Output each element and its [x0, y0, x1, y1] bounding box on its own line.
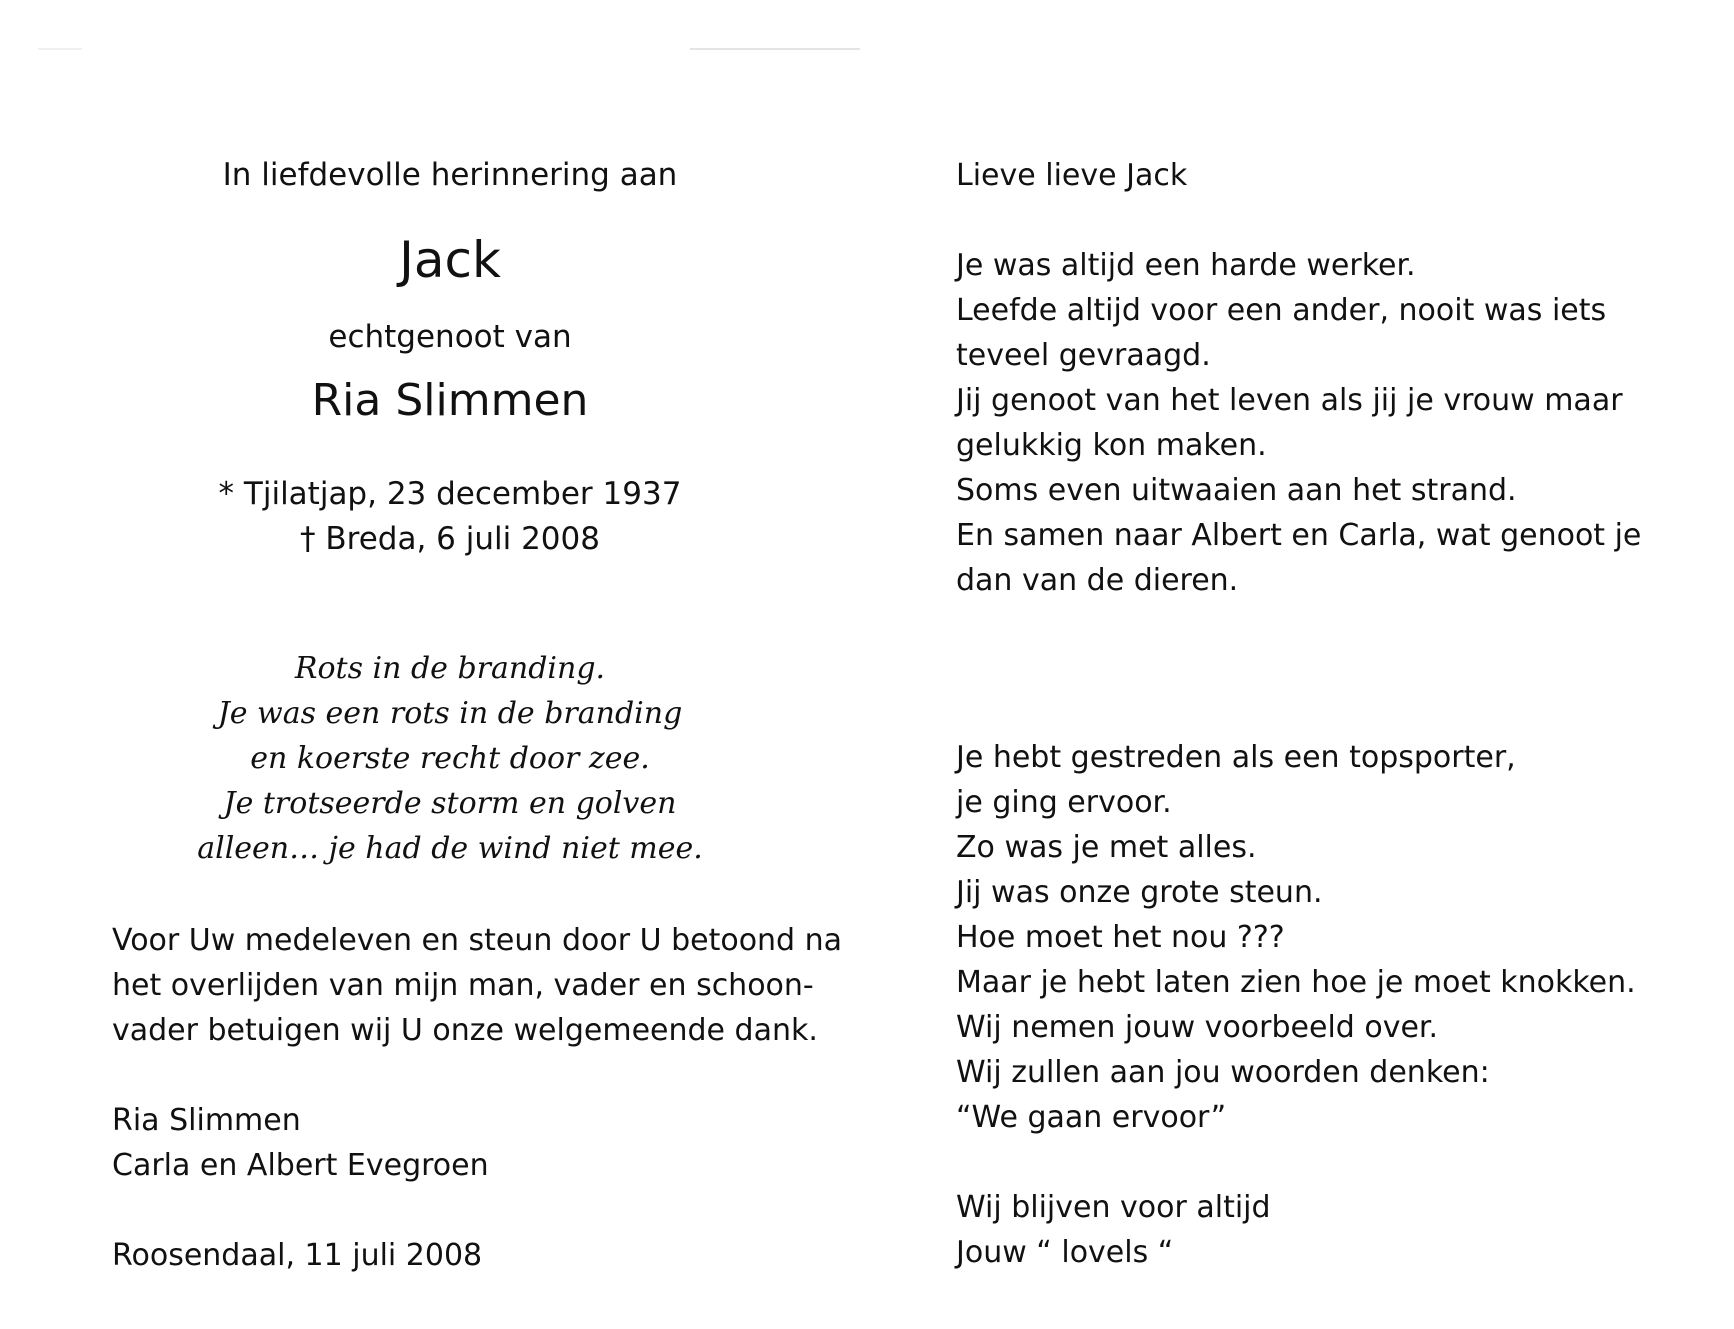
right-panel — [956, 0, 1656, 1329]
poem — [0, 646, 900, 871]
spouse-label: echtgenoot van — [328, 319, 572, 355]
poem-line: Rots in de branding. — [294, 651, 606, 686]
tribute-line: Je hebt gestreden als een topsporter, — [956, 740, 1516, 775]
intro-text: In liefdevolle herinnering aan — [222, 157, 678, 193]
life-dates — [0, 472, 900, 562]
signer: Carla en Albert Evegroen — [112, 1148, 489, 1183]
tribute-line: Wij blijven voor altijd — [956, 1190, 1271, 1225]
death-date: † Breda, 6 juli 2008 — [300, 521, 600, 557]
signers — [112, 1098, 489, 1188]
tribute-line: Je was altijd een harde werker. — [956, 248, 1416, 283]
signer: Ria Slimmen — [112, 1103, 301, 1138]
poem-line: Je trotseerde storm en golven — [223, 786, 677, 821]
tribute-line: Hoe moet het nou ??? — [956, 920, 1285, 955]
birth-date: * Tjilatjap, 23 december 1937 — [218, 476, 682, 512]
tribute-line: dan van de dieren. — [956, 563, 1239, 598]
tribute-line: Jouw “ lovels “ — [956, 1235, 1174, 1270]
tribute-line: “We gaan ervoor” — [956, 1100, 1227, 1135]
tribute-line: En samen naar Albert en Carla, wat genoot je — [956, 518, 1642, 553]
tribute-paragraph-1 — [956, 243, 1641, 603]
tribute-line: Jij genoot van het leven als jij je vrouw maar — [956, 383, 1623, 418]
tribute-line: Wij zullen aan jou woorden denken: — [956, 1055, 1490, 1090]
tribute-line: Wij nemen jouw voorbeeld over. — [956, 1010, 1439, 1045]
tribute-line: je ging ervoor. — [956, 785, 1172, 820]
tribute-paragraph-3 — [956, 1185, 1271, 1275]
poem-line: en koerste recht door zee. — [250, 741, 650, 776]
spouse-name: Ria Slimmen — [311, 375, 589, 426]
tribute-paragraph-2 — [956, 735, 1636, 1140]
tribute-line: Jij was onze grote steun. — [956, 875, 1323, 910]
tribute-line: Leefde altijd voor een ander, nooit was iets — [956, 293, 1607, 328]
thanks-line: het overlijden van mijn man, vader en schoon- — [112, 968, 814, 1003]
tribute-line: teveel gevraagd. — [956, 338, 1211, 373]
tribute-line: Maar je hebt laten zien hoe je moet knokken. — [956, 965, 1636, 1000]
poem-line: Je was een rots in de branding — [217, 696, 683, 731]
deceased-name: Jack — [399, 231, 501, 289]
tribute-line: gelukkig kon maken. — [956, 428, 1267, 463]
tribute-line: Zo was je met alles. — [956, 830, 1257, 865]
tribute-line: Soms even uitwaaien aan het strand. — [956, 473, 1517, 508]
place-date: Roosendaal, 11 juli 2008 — [112, 1238, 483, 1273]
poem-line: alleen… je had de wind niet mee. — [197, 831, 703, 866]
greeting: Lieve lieve Jack — [956, 158, 1188, 193]
thanks-line: vader betuigen wij U onze welgemeende dank. — [112, 1013, 818, 1048]
thanks-line: Voor Uw medeleven en steun door U betoond na — [112, 923, 843, 958]
thanks-message — [112, 918, 843, 1053]
